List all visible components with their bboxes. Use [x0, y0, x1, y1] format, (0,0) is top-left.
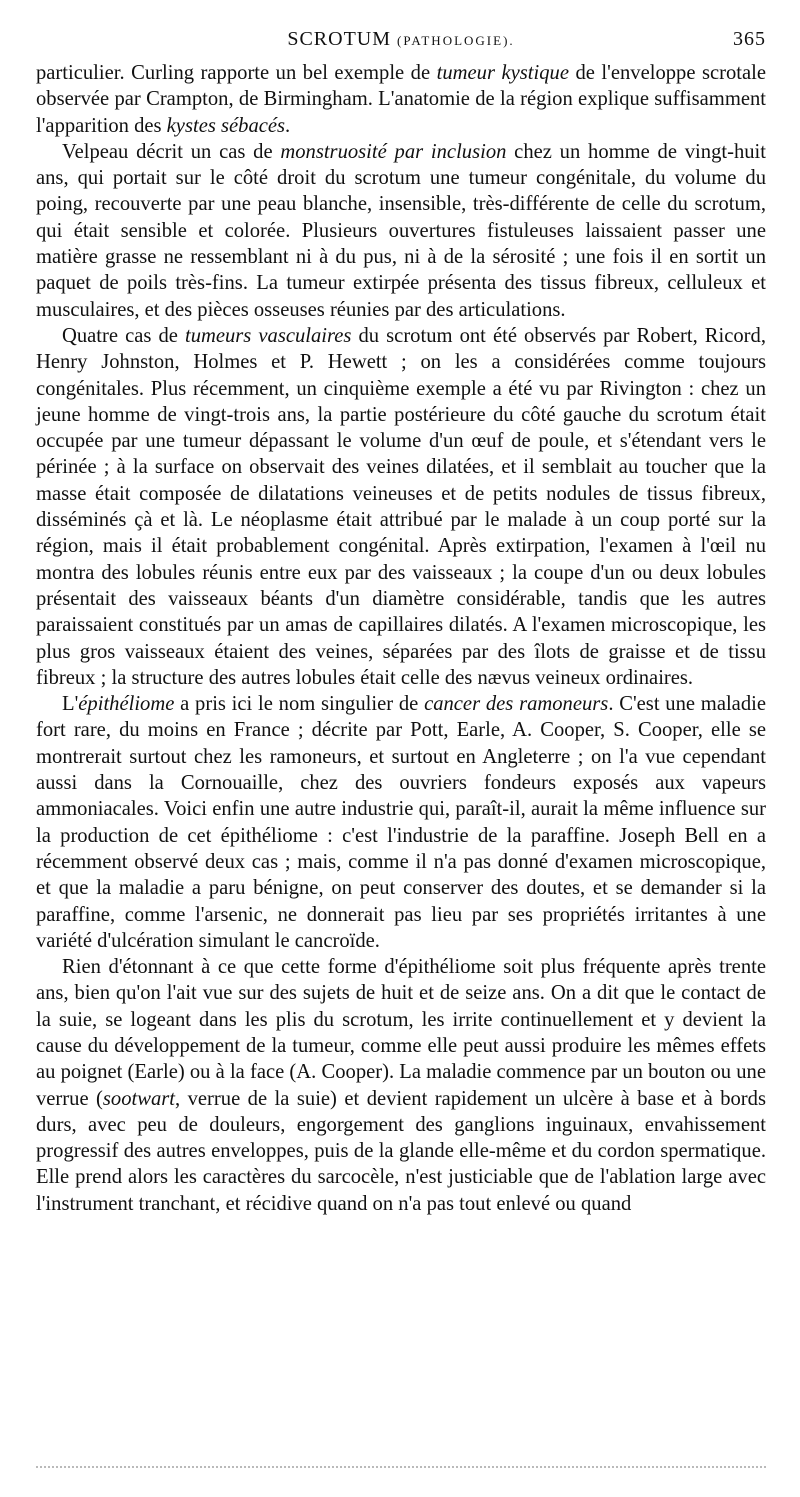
text-run: a pris ici le nom singulier de	[174, 693, 425, 716]
italic-run: épithéliome	[78, 693, 175, 716]
text-run: Rien d'étonnant à ce que cette forme d'épithéliome soit plus fréquente après trente ans, bien qu'on l'ait vue sur des sujets de huit et de seize ans. On a dit que le contact de la suie, se logeant dans les plis du scrotum, les irrite continuellement et y devient la cause du développement de la tumeur, comme elle peut aussi produire les mêmes effets au poignet (Earle) ou à la face (A. Cooper). La maladie commence par un bouton ou une verrue (	[36, 956, 766, 1110]
paragraph	[36, 323, 766, 691]
text-run: chez un homme de vingt-huit ans, qui portait sur le côté droit du scrotum une tumeur congénitale, du volume du poing, recouverte par une peau blanche, insensible, très-différente de celle du scrotum, qui était sensible et colorée. Plusieurs ouvertures fistuleuses laissaient passer une matière grasse ne ressemblant ni à du pus, ni à de la sérosité ; une fois il en sortit un paquet de poils très-fins. La tumeur extirpée présenta des tissus fibreux, celluleux et musculaires, et des pièces osseuses réunies par des articulations.	[36, 140, 766, 321]
text-run: .	[285, 114, 291, 137]
text-run: Velpeau décrit un cas de	[62, 140, 281, 163]
paragraph	[36, 954, 766, 1217]
italic-run: monstruosité par inclusion	[280, 140, 507, 163]
page-number: 365	[733, 28, 766, 50]
text-run: Quatre cas de	[62, 324, 185, 347]
italic-run: kystes sébacés	[166, 114, 286, 137]
italic-run: tumeur kystique	[436, 62, 569, 84]
italic-run: sootwart	[102, 1087, 176, 1110]
italic-run: tumeurs vasculaires	[184, 324, 352, 347]
text-run: particulier. Curling rapporte un bel exemple de	[36, 62, 437, 84]
text-run: de l'enveloppe scrotale observée par Crampton, de Birmingham. L'anatomie de la région explique suffisamment l'apparition des	[36, 62, 767, 137]
text-run: du scrotum ont été observés par Robert, Ricord, Henry Johnston, Holmes et P. Hewett ; on les a considérées comme toujours congénitales. Plus récemment, un cinquième exemple a été vu par Rivington : chez un jeune homme de vingt-trois ans, la partie postérieure du côté gauche du scrotum était occupée par une tumeur dépassant le volume d'un œuf de poule, et s'étendant vers le périnée ; à la surface on observait des veines dilatées, et il semblait au toucher que la masse était composée de dilatations veineuses et de petits nodules de tissus fibreux, disséminés çà et là. Le néoplasme était attribué par le malade à un coup porté sur la région, mais il était probablement congénital. Après extirpation, l'examen à l'œil nu montra des lobules réunis entre eux par des vaisseaux ; la coupe d'un ou deux lobules présentait des vaisseaux béants d'un diamètre considérable, tandis que les autres paraissaient constitués par un amas de capillaires dilatés. A l'examen microscopique, les plus gros vaisseaux étaient des veines, séparées par des îlots de graisse et de tissu fibreux ; la structure des autres lobules était celle des nævus veineux ordinaires.	[36, 324, 766, 689]
body-text	[36, 60, 766, 1217]
header-title: SCROTUM	[287, 28, 392, 50]
footer-rule	[36, 1466, 766, 1470]
paragraph	[36, 139, 766, 323]
running-header	[36, 28, 766, 60]
paragraph	[36, 60, 766, 139]
paragraph	[36, 691, 766, 954]
text-run: L'	[62, 693, 79, 716]
document-page	[36, 28, 766, 1217]
header-title-block	[36, 28, 766, 51]
text-run: . C'est une maladie fort rare, du moins en France ; décrite par Pott, Earle, A. Cooper, S. Cooper, elle se montrerait surtout chez les ramoneurs, et surtout en Angleterre ; on l'a vue cependant aussi dans la Cornouaille, chez des ouvriers fondeurs exposés aux vapeurs ammoniacales. Voici enfin une autre industrie qui, paraît-il, aurait la même influence sur la production de cet épithéliome : c'est l'industrie de la paraffine. Joseph Bell en a récemment observé deux cas ; mais, comme il n'a pas donné d'examen microscopique, et que la maladie a paru bénigne, on peut conserver des doutes, et se demander si la paraffine, comme l'arsenic, ne donnerait pas lieu par ses propriétés irritantes à une variété d'ulcération simulant le cancroïde.	[36, 693, 766, 952]
italic-run: cancer des ramoneurs	[424, 693, 609, 716]
header-subtitle: (PATHOLOGIE).	[397, 33, 515, 48]
text-run: , verrue de la suie) et devient rapidement un ulcère à base et à bords durs, avec peu de douleurs, engorgement des ganglions inguinaux, envahissement progressif des autres enveloppes, puis de la glande elle-même et du cordon spermatique. Elle prend alors les caractères du sarcocèle, n'est justiciable que de l'ablation large avec l'instrument tranchant, et récidive quand on n'a pas tout enlevé ou quand	[36, 1087, 766, 1215]
